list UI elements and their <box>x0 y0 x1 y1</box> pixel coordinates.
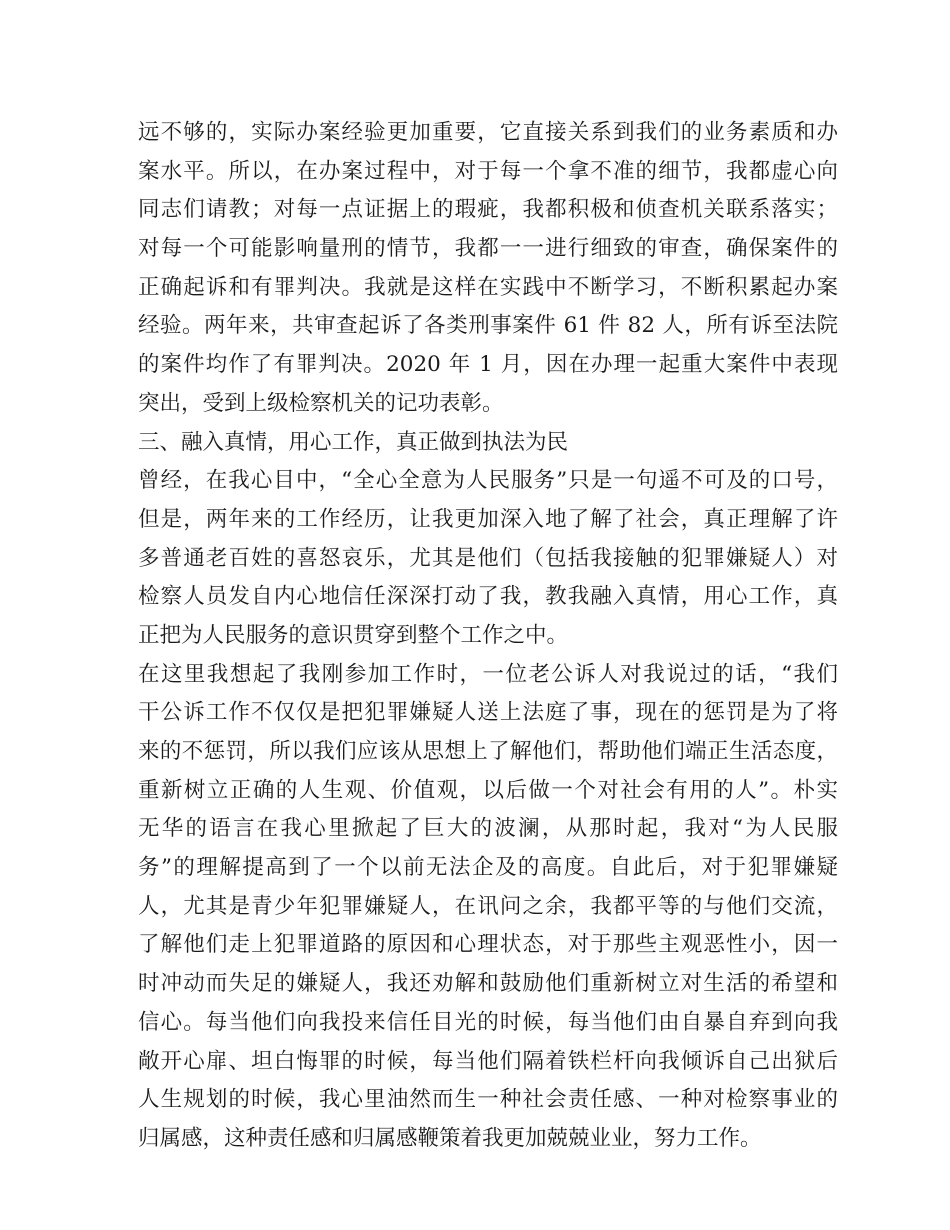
text-line: 远不够的，实际办案经验更加重要，它直接关系到我们的业务素质和办 <box>138 120 838 145</box>
text-line: 重新树立正确的人生观、价值观，以后做一个对社会有用的人”。朴实 <box>138 777 838 803</box>
text-line: 在这里我想起了我刚参加工作时，一位老公诉人对我说过的话，“我们 <box>138 661 838 687</box>
text-line: 但是，两年来的工作经历，让我更加深入地了解了社会，真正理解了许 <box>138 506 838 532</box>
text-line: 了解他们走上犯罪道路的原因和心理状态，对于那些主观恶性小，因一 <box>138 932 838 958</box>
text-line: 的案件均作了有罪判决。2020 年 1 月，因在办理一起重大案件中表现 <box>138 352 838 378</box>
text-line: 案水平。所以，在办案过程中，对于每一个拿不准的细节，我都虚心向 <box>138 158 838 184</box>
text-line: 来的不惩罚，所以我们应该从思想上了解他们，帮助他们端正生活态度， <box>138 739 838 764</box>
text-line: 敞开心扉、坦白悔罪的时候，每当他们隔着铁栏杆向我倾诉自己出狱后 <box>138 1048 838 1074</box>
text-line: 务”的理解提高到了一个以前无法企及的高度。自此后，对于犯罪嫌疑 <box>138 855 838 881</box>
section-heading: 三、融入真情，用心工作，真正做到执法为民 <box>138 429 569 455</box>
text-line: 突出，受到上级检察机关的记功表彰。 <box>138 390 504 416</box>
text-line: 正确起诉和有罪判决。我就是这样在实践中不断学习，不断积累起办案 <box>138 274 838 300</box>
text-line: 检察人员发自内心地信任深深打动了我，教我融入真情，用心工作，真 <box>138 584 838 610</box>
text-line: 人生规划的时候，我心里油然而生一种社会责任感、一种对检察事业的 <box>138 1087 838 1113</box>
text-line: 归属感，这种责任感和归属感鞭策着我更加兢兢业业，努力工作。 <box>138 1125 762 1151</box>
text-line: 时冲动而失足的嫌疑人，我还劝解和鼓励他们重新树立对生活的希望和 <box>138 971 838 997</box>
text-line: 人，尤其是青少年犯罪嫌疑人，在讯问之余，我都平等的与他们交流， <box>138 893 838 919</box>
text-line: 同志们请教；对每一点证据上的瑕疵，我都积极和侦查机关联系落实； <box>138 197 838 223</box>
text-line: 无华的语言在我心里掀起了巨大的波澜，从那时起，我对“为人民服 <box>138 816 838 842</box>
text-line: 对每一个可能影响量刑的情节，我都一一进行细致的审查，确保案件的 <box>138 236 838 262</box>
text-line: 信心。每当他们向我投来信任目光的时候，每当他们由自暴自弃到向我 <box>138 1009 838 1035</box>
text-line: 多普通老百姓的喜怒哀乐，尤其是他们（包括我接触的犯罪嫌疑人）对 <box>138 545 838 571</box>
body-text <box>138 114 838 1159</box>
text-line: 干公诉工作不仅仅是把犯罪嫌疑人送上法庭了事，现在的惩罚是为了将 <box>138 700 838 726</box>
text-line: 曾经，在我心目中，“全心全意为人民服务”只是一句遥不可及的口号， <box>138 468 838 494</box>
text-line: 正把为人民服务的意识贯穿到整个工作之中。 <box>138 622 569 648</box>
text-line: 经验。两年来，共审查起诉了各类刑事案件 61 件 82 人，所有诉至法院 <box>138 313 838 339</box>
